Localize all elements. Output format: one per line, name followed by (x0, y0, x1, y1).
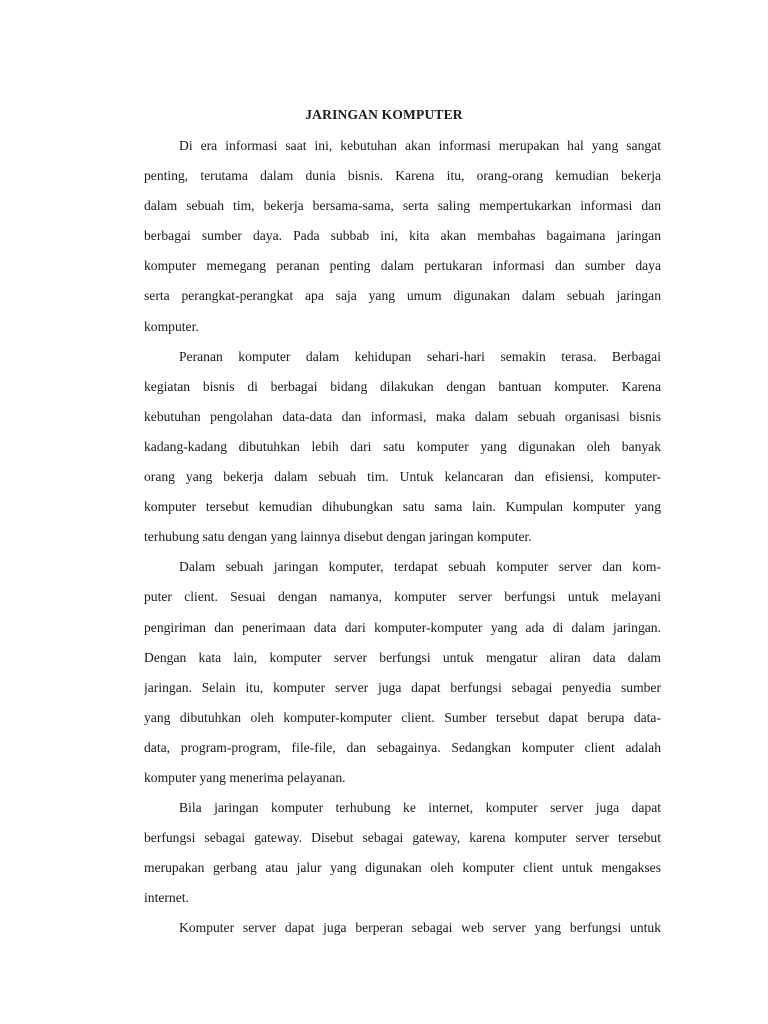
text-line: serta perangkat-perangkat apa saja yang umum digunakan dalam sebuah jaringan (144, 288, 661, 304)
text-line: dalam sebuah tim, bekerja bersama-sama, serta saling mempertukarkan informasi dan (144, 198, 661, 214)
text-line: berbagai sumber daya. Pada subbab ini, kita akan membahas bagaimana jaringan (144, 228, 661, 244)
text-line: Di era informasi saat ini, kebutuhan akan informasi merupakan hal yang sangat (179, 138, 661, 153)
text-line: Dengan kata lain, komputer server berfungsi untuk mengatur aliran data dalam (144, 649, 661, 665)
text-line: komputer tersebut kemudian dihubungkan satu sama lain. Kumpulan komputer yang (144, 499, 661, 515)
text-line: puter client. Sesuai dengan namanya, komputer server berfungsi untuk melayani (144, 589, 661, 605)
text-line: kadang-kadang dibutuhkan lebih dari satu komputer yang digunakan oleh banyak (144, 438, 661, 454)
text-line: kebutuhan pengolahan data-data dan informasi, maka dalam sebuah organisasi bisnis (144, 408, 661, 424)
document-title: JARINGAN KOMPUTER (305, 107, 463, 122)
text-line: jaringan. Selain itu, komputer server juga dapat berfungsi sebagai penyedia sumber (144, 679, 661, 695)
text-line: Bila jaringan komputer terhubung ke internet, komputer server juga dapat (179, 800, 661, 816)
text-line: yang dibutuhkan oleh komputer-komputer client. Sumber tersebut dapat berupa data- (144, 709, 661, 725)
text-line: pengiriman dan penerimaan data dari komputer-komputer yang ada di dalam jaringan. (144, 619, 661, 635)
text-line: internet. (144, 890, 189, 906)
text-line: merupakan gerbang atau jalur yang digunakan oleh komputer client untuk mengakses (144, 860, 661, 876)
text-line: komputer. (144, 318, 199, 334)
text-line: Peranan komputer dalam kehidupan sehari-hari semakin terasa. Berbagai (179, 348, 661, 364)
text-line: terhubung satu dengan yang lainnya disebut dengan jaringan komputer. (144, 529, 532, 545)
text-line: orang yang bekerja dalam sebuah tim. Untuk kelancaran dan efisiensi, komputer- (144, 469, 661, 485)
text-line: berfungsi sebagai gateway. Disebut sebagai gateway, karena komputer server tersebut (144, 830, 661, 846)
text-line: penting, terutama dalam dunia bisnis. Karena itu, orang-orang kemudian bekerja (144, 168, 661, 184)
text-line: kegiatan bisnis di berbagai bidang dilakukan dengan bantuan komputer. Karena (144, 378, 661, 394)
text-line: Komputer server dapat juga berperan sebagai web server yang berfungsi untuk (179, 920, 661, 936)
text-line: Dalam sebuah jaringan komputer, terdapat sebuah komputer server dan kom- (179, 559, 661, 575)
document-body (144, 131, 661, 944)
text-line: komputer memegang peranan penting dalam pertukaran informasi dan sumber daya (144, 258, 661, 274)
text-line: data, program-program, file-file, dan sebagainya. Sedangkan komputer client adalah (144, 739, 661, 755)
text-line: komputer yang menerima pelayanan. (144, 769, 346, 785)
